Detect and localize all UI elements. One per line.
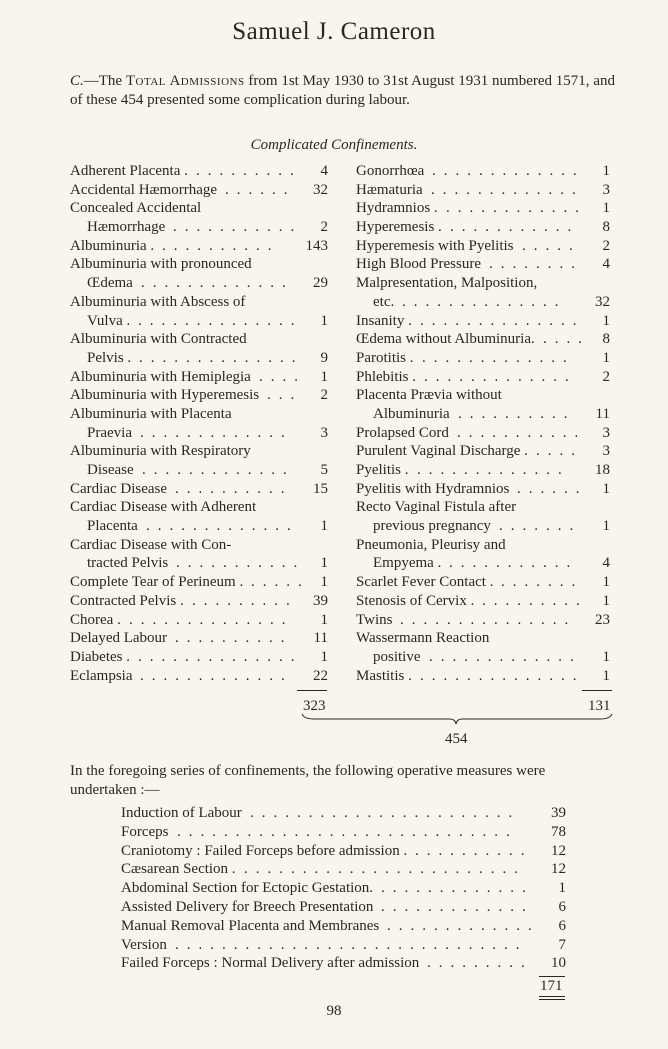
right-row bbox=[356, 611, 614, 630]
right-row bbox=[356, 461, 614, 480]
leader-dots: ............. bbox=[387, 917, 540, 934]
leader-dots: ............. bbox=[432, 163, 585, 179]
left-value: 2 bbox=[320, 387, 328, 404]
right-label: Hyperemesis . bbox=[356, 219, 442, 236]
ops-value: 39 bbox=[551, 805, 566, 821]
left-label: Cardiac Disease with Con- bbox=[70, 536, 232, 553]
ops-label: Failed Forceps : Normal Delivery after admission bbox=[121, 955, 420, 972]
leader-dots: ....................... bbox=[250, 805, 521, 821]
left-row bbox=[70, 237, 328, 256]
right-value: 8 bbox=[602, 219, 610, 236]
right-value: 18 bbox=[595, 462, 610, 478]
left-row bbox=[70, 199, 328, 218]
left-label: Cardiac Disease bbox=[70, 480, 168, 497]
right-label: Placenta Prævia without bbox=[356, 387, 502, 404]
right-row bbox=[356, 554, 614, 573]
leader-dots: ......... bbox=[427, 955, 533, 972]
right-subtotal: 131 bbox=[588, 698, 611, 714]
grand-total: 454 bbox=[445, 731, 468, 747]
right-label: Insanity . bbox=[356, 312, 412, 329]
leader-dots: ............. bbox=[141, 275, 294, 292]
left-label: Cardiac Disease with Adherent bbox=[70, 499, 257, 516]
left-label: Albuminuria with Hyperemesis bbox=[70, 387, 260, 404]
leader-dots: ............. bbox=[146, 518, 299, 535]
left-subtotal: 323 bbox=[303, 698, 326, 714]
right-value: 3 bbox=[602, 443, 610, 460]
ops-row bbox=[121, 954, 566, 973]
leader-dots: ........... bbox=[457, 424, 587, 441]
left-label: Vulva . bbox=[87, 312, 131, 329]
leader-dots: ........... bbox=[449, 555, 579, 572]
leader-dots: .............. bbox=[139, 349, 304, 366]
left-label: Albuminuria with Hemiplegia bbox=[70, 368, 251, 385]
left-total-rule bbox=[297, 690, 327, 691]
leader-dots: ........... bbox=[450, 219, 580, 236]
left-value: 32 bbox=[313, 181, 328, 198]
leader-dots: .............. bbox=[402, 293, 567, 310]
ops-label: Cæsarean Section . bbox=[121, 861, 236, 878]
left-row bbox=[70, 386, 328, 405]
right-row bbox=[356, 330, 614, 349]
right-label: Œdema without Albuminuria. bbox=[356, 331, 535, 348]
left-value: 29 bbox=[313, 275, 328, 292]
leader-dots: ............. bbox=[417, 462, 570, 478]
ops-row bbox=[121, 804, 566, 823]
leader-dots: .............. bbox=[420, 667, 585, 684]
right-label: etc. bbox=[373, 293, 395, 310]
left-row bbox=[70, 349, 328, 368]
right-value: 1 bbox=[602, 648, 610, 665]
ops-value: 1 bbox=[558, 880, 566, 897]
page-header: Samuel J. Cameron bbox=[232, 18, 436, 45]
right-value: 32 bbox=[595, 293, 610, 310]
leader-dots: ........................ bbox=[244, 861, 526, 878]
right-value: 3 bbox=[602, 181, 610, 198]
right-row bbox=[356, 274, 614, 293]
left-value: 5 bbox=[320, 462, 328, 478]
leader-dots: .............. bbox=[420, 312, 585, 329]
ops-label: Abdominal Section for Ectopic Gestation. bbox=[121, 880, 374, 897]
right-value: 1 bbox=[602, 200, 610, 217]
right-label: Phlebitis . bbox=[356, 368, 417, 385]
right-row bbox=[356, 255, 614, 274]
ops-label: Version bbox=[121, 936, 167, 953]
right-row bbox=[356, 218, 614, 237]
right-row bbox=[356, 368, 614, 387]
right-row bbox=[356, 405, 614, 424]
right-row bbox=[356, 536, 614, 555]
ops-label: Manual Removal Placenta and Membranes bbox=[121, 917, 380, 934]
right-value: 1 bbox=[602, 349, 610, 366]
right-label: Scarlet Fever Contact . bbox=[356, 574, 494, 591]
right-label: Hydramnios . bbox=[356, 200, 438, 217]
left-label: Diabetes . bbox=[70, 648, 130, 665]
left-label: Albuminuria with Contracted bbox=[70, 331, 247, 348]
ops-value: 12 bbox=[551, 842, 566, 859]
left-value: 22 bbox=[313, 667, 328, 684]
ops-row bbox=[121, 898, 566, 917]
left-label: Complete Tear of Perineum . bbox=[70, 574, 244, 591]
right-value: 1 bbox=[602, 163, 610, 179]
leader-dots: ........... bbox=[173, 219, 303, 236]
left-row bbox=[70, 461, 328, 480]
left-label: Delayed Labour bbox=[70, 630, 168, 647]
right-row bbox=[356, 424, 614, 443]
leader-dots: ......... bbox=[482, 592, 588, 609]
right-label: previous pregnancy bbox=[373, 518, 491, 535]
right-value: 1 bbox=[602, 518, 610, 535]
left-label: Albuminuria . bbox=[70, 237, 155, 254]
right-label: Twins bbox=[356, 611, 393, 628]
right-row bbox=[356, 667, 614, 686]
left-row bbox=[70, 480, 328, 499]
leader-dots: .......... bbox=[175, 480, 293, 497]
left-label: Pelvis . bbox=[87, 349, 132, 366]
left-value: 1 bbox=[320, 555, 328, 572]
left-value: 143 bbox=[305, 237, 328, 254]
left-label: Disease bbox=[87, 462, 134, 478]
right-label: Purulent Vaginal Discharge . bbox=[356, 443, 528, 460]
leader-dots: ....... bbox=[499, 518, 582, 535]
leader-dots: .... bbox=[259, 368, 306, 385]
ops-row bbox=[121, 917, 566, 936]
right-row bbox=[356, 199, 614, 218]
right-label: Hæmaturia bbox=[356, 181, 423, 198]
intro-text: from 1st May 1930 to 31st August 1931 numbered 1571, and of these 454 presented some complication during labour. bbox=[70, 73, 616, 108]
intro-dash: —The bbox=[83, 73, 126, 89]
leader-dots: .... bbox=[543, 331, 590, 348]
page-number: 98 bbox=[326, 1003, 342, 1019]
ops-value: 12 bbox=[551, 861, 566, 878]
left-label: Accidental Hæmorrhage bbox=[70, 181, 218, 198]
leader-dots: ............. bbox=[140, 667, 293, 684]
left-value: 9 bbox=[320, 349, 328, 366]
leader-dots: .............. bbox=[138, 312, 303, 329]
total-brace bbox=[300, 712, 614, 732]
left-value: 1 bbox=[320, 648, 328, 665]
leader-dots: ...... bbox=[517, 480, 588, 497]
right-row bbox=[356, 480, 614, 499]
left-label: Contracted Pelvis . bbox=[70, 592, 184, 609]
right-label: Pyelitis with Hydramnios bbox=[356, 480, 510, 497]
leader-dots: ............. bbox=[429, 648, 582, 665]
leader-dots: ... bbox=[267, 387, 303, 404]
ops-row bbox=[121, 823, 566, 842]
right-label: Pyelitis . bbox=[356, 462, 409, 478]
ops-value: 6 bbox=[558, 917, 566, 934]
left-row bbox=[70, 536, 328, 555]
right-label: Malpresentation, Malposition, bbox=[356, 275, 538, 292]
left-value: 15 bbox=[313, 480, 328, 497]
right-label: Parotitis . bbox=[356, 349, 414, 366]
section-heading: Complicated Confinements. bbox=[250, 137, 418, 153]
right-row bbox=[356, 237, 614, 256]
right-row bbox=[356, 293, 614, 312]
intro-paragraph bbox=[70, 72, 615, 110]
ops-total-rule-bottom-1 bbox=[539, 996, 565, 997]
leader-dots: ..... bbox=[251, 574, 310, 591]
left-label: tracted Pelvis bbox=[87, 555, 169, 572]
left-row bbox=[70, 405, 328, 424]
right-row bbox=[356, 386, 614, 405]
left-row bbox=[70, 162, 328, 181]
leader-dots: .............. bbox=[138, 648, 303, 665]
right-value: 1 bbox=[602, 480, 610, 497]
right-value: 1 bbox=[602, 592, 610, 609]
left-label: Œdema bbox=[87, 275, 133, 292]
left-column bbox=[70, 162, 328, 685]
right-row bbox=[356, 517, 614, 536]
left-row bbox=[70, 424, 328, 443]
right-value: 4 bbox=[602, 256, 610, 273]
right-row bbox=[356, 592, 614, 611]
section-letter: C. bbox=[70, 73, 84, 89]
left-row bbox=[70, 293, 328, 312]
left-row bbox=[70, 517, 328, 536]
left-row bbox=[70, 498, 328, 517]
right-label: Wassermann Reaction bbox=[356, 630, 490, 647]
left-label: Praevia bbox=[87, 424, 132, 441]
leader-dots: ........... bbox=[176, 555, 306, 572]
leader-dots: .... bbox=[536, 443, 583, 460]
left-row bbox=[70, 648, 328, 667]
left-value: 1 bbox=[320, 518, 328, 535]
right-column bbox=[356, 162, 614, 685]
left-value: 1 bbox=[320, 611, 328, 628]
right-value: 1 bbox=[602, 312, 610, 329]
right-value: 4 bbox=[602, 555, 610, 572]
leader-dots: .......... bbox=[162, 237, 280, 254]
right-label: positive bbox=[373, 648, 421, 665]
right-value: 11 bbox=[595, 405, 610, 422]
left-value: 2 bbox=[320, 219, 328, 236]
leader-dots: .............. bbox=[129, 611, 294, 628]
right-row bbox=[356, 181, 614, 200]
right-row bbox=[356, 162, 614, 181]
right-label: Prolapsed Cord bbox=[356, 424, 449, 441]
right-label: Hyperemesis with Pyelitis bbox=[356, 237, 514, 254]
leader-dots: ..... bbox=[522, 237, 581, 254]
right-total-rule bbox=[582, 690, 612, 691]
right-label: Albuminuria bbox=[373, 405, 450, 422]
ops-value: 78 bbox=[551, 823, 566, 840]
left-row bbox=[70, 442, 328, 461]
ops-total-rule-bottom-2 bbox=[539, 999, 565, 1000]
ops-label: Induction of Labour bbox=[121, 805, 242, 821]
right-label: Pneumonia, Pleurisy and bbox=[356, 536, 506, 553]
left-value: 3 bbox=[320, 424, 328, 441]
left-label: Hæmorrhage bbox=[87, 219, 166, 236]
ops-row bbox=[121, 936, 566, 955]
leader-dots: .......... bbox=[458, 405, 576, 422]
left-label: Adherent Placenta . bbox=[70, 163, 188, 179]
right-label: High Blood Pressure bbox=[356, 256, 481, 273]
leader-dots: .............................. bbox=[175, 936, 528, 953]
left-row bbox=[70, 312, 328, 331]
right-value: 2 bbox=[602, 237, 610, 254]
leader-dots: ............ bbox=[446, 200, 587, 217]
right-label: Mastitis . bbox=[356, 667, 412, 684]
leader-dots: ........ bbox=[489, 256, 583, 273]
left-label: Albuminuria with Abscess of bbox=[70, 293, 246, 310]
left-value: 1 bbox=[320, 368, 328, 385]
right-row bbox=[356, 573, 614, 592]
right-label: Recto Vaginal Fistula after bbox=[356, 499, 517, 516]
left-label: Chorea . bbox=[70, 611, 121, 628]
leader-dots: ......... bbox=[196, 163, 302, 179]
left-label: Albuminuria with pronounced bbox=[70, 256, 252, 273]
left-label: Concealed Accidental bbox=[70, 200, 202, 217]
leader-dots: ....... bbox=[501, 574, 584, 591]
left-row bbox=[70, 274, 328, 293]
leader-dots: ............. bbox=[381, 898, 534, 915]
right-row bbox=[356, 648, 614, 667]
left-label: Placenta bbox=[87, 518, 138, 535]
left-value: 4 bbox=[320, 163, 328, 179]
left-row bbox=[70, 330, 328, 349]
left-row bbox=[70, 181, 328, 200]
operations-intro: In the foregoing series of confinements, the following operative measures were undertaken :— bbox=[70, 763, 546, 798]
right-value: 8 bbox=[602, 331, 610, 348]
left-row bbox=[70, 554, 328, 573]
left-value: 1 bbox=[320, 574, 328, 591]
ops-row bbox=[121, 842, 566, 861]
leader-dots: ......... bbox=[192, 592, 298, 609]
right-row bbox=[356, 442, 614, 461]
leader-dots: ...... bbox=[225, 181, 296, 198]
operations-total: 171 bbox=[540, 978, 563, 994]
ops-row bbox=[121, 879, 566, 898]
leader-dots: ............. bbox=[424, 368, 577, 385]
ops-label: Craniotomy : Failed Forceps before admission . bbox=[121, 842, 408, 859]
right-value: 1 bbox=[602, 667, 610, 684]
left-row bbox=[70, 592, 328, 611]
right-row bbox=[356, 498, 614, 517]
left-label: Eclampsia bbox=[70, 667, 133, 684]
right-label: Stenosis of Cervix . bbox=[356, 592, 475, 609]
right-label: Empyema . bbox=[373, 555, 442, 572]
right-row bbox=[356, 629, 614, 648]
ops-value: 7 bbox=[558, 936, 566, 953]
leader-dots: ............. bbox=[422, 349, 575, 366]
leader-dots: ............. bbox=[381, 880, 534, 897]
right-value: 1 bbox=[602, 574, 610, 591]
left-row bbox=[70, 667, 328, 686]
right-row bbox=[356, 349, 614, 368]
ops-label: Assisted Delivery for Breech Presentation bbox=[121, 898, 374, 915]
ops-row bbox=[121, 860, 566, 879]
ops-value: 10 bbox=[551, 955, 566, 972]
leader-dots: ............... bbox=[400, 611, 577, 628]
left-value: 39 bbox=[313, 592, 328, 609]
intro-caps: Total Admissions bbox=[125, 73, 245, 89]
left-row bbox=[70, 218, 328, 237]
leader-dots: .......... bbox=[175, 630, 293, 647]
left-row bbox=[70, 255, 328, 274]
ops-total-rule-top bbox=[539, 976, 565, 977]
leader-dots: ............. bbox=[140, 424, 293, 441]
left-label: Albuminuria with Placenta bbox=[70, 405, 232, 422]
left-row bbox=[70, 368, 328, 387]
leader-dots: ............. bbox=[431, 181, 584, 198]
left-row bbox=[70, 573, 328, 592]
left-value: 1 bbox=[320, 312, 328, 329]
left-label: Albuminuria with Respiratory bbox=[70, 443, 251, 460]
operations-list bbox=[121, 804, 566, 973]
leader-dots: ............................. bbox=[177, 823, 518, 840]
leader-dots: .......... bbox=[415, 842, 533, 859]
leader-dots: ............. bbox=[142, 462, 295, 478]
left-value: 11 bbox=[313, 630, 328, 647]
left-row bbox=[70, 629, 328, 648]
right-value: 3 bbox=[602, 424, 610, 441]
right-label: Gonorrhœa bbox=[356, 163, 425, 179]
right-value: 23 bbox=[595, 611, 610, 628]
left-row bbox=[70, 611, 328, 630]
right-row bbox=[356, 312, 614, 331]
ops-label: Forceps bbox=[121, 823, 169, 840]
ops-value: 6 bbox=[558, 898, 566, 915]
right-value: 2 bbox=[602, 368, 610, 385]
